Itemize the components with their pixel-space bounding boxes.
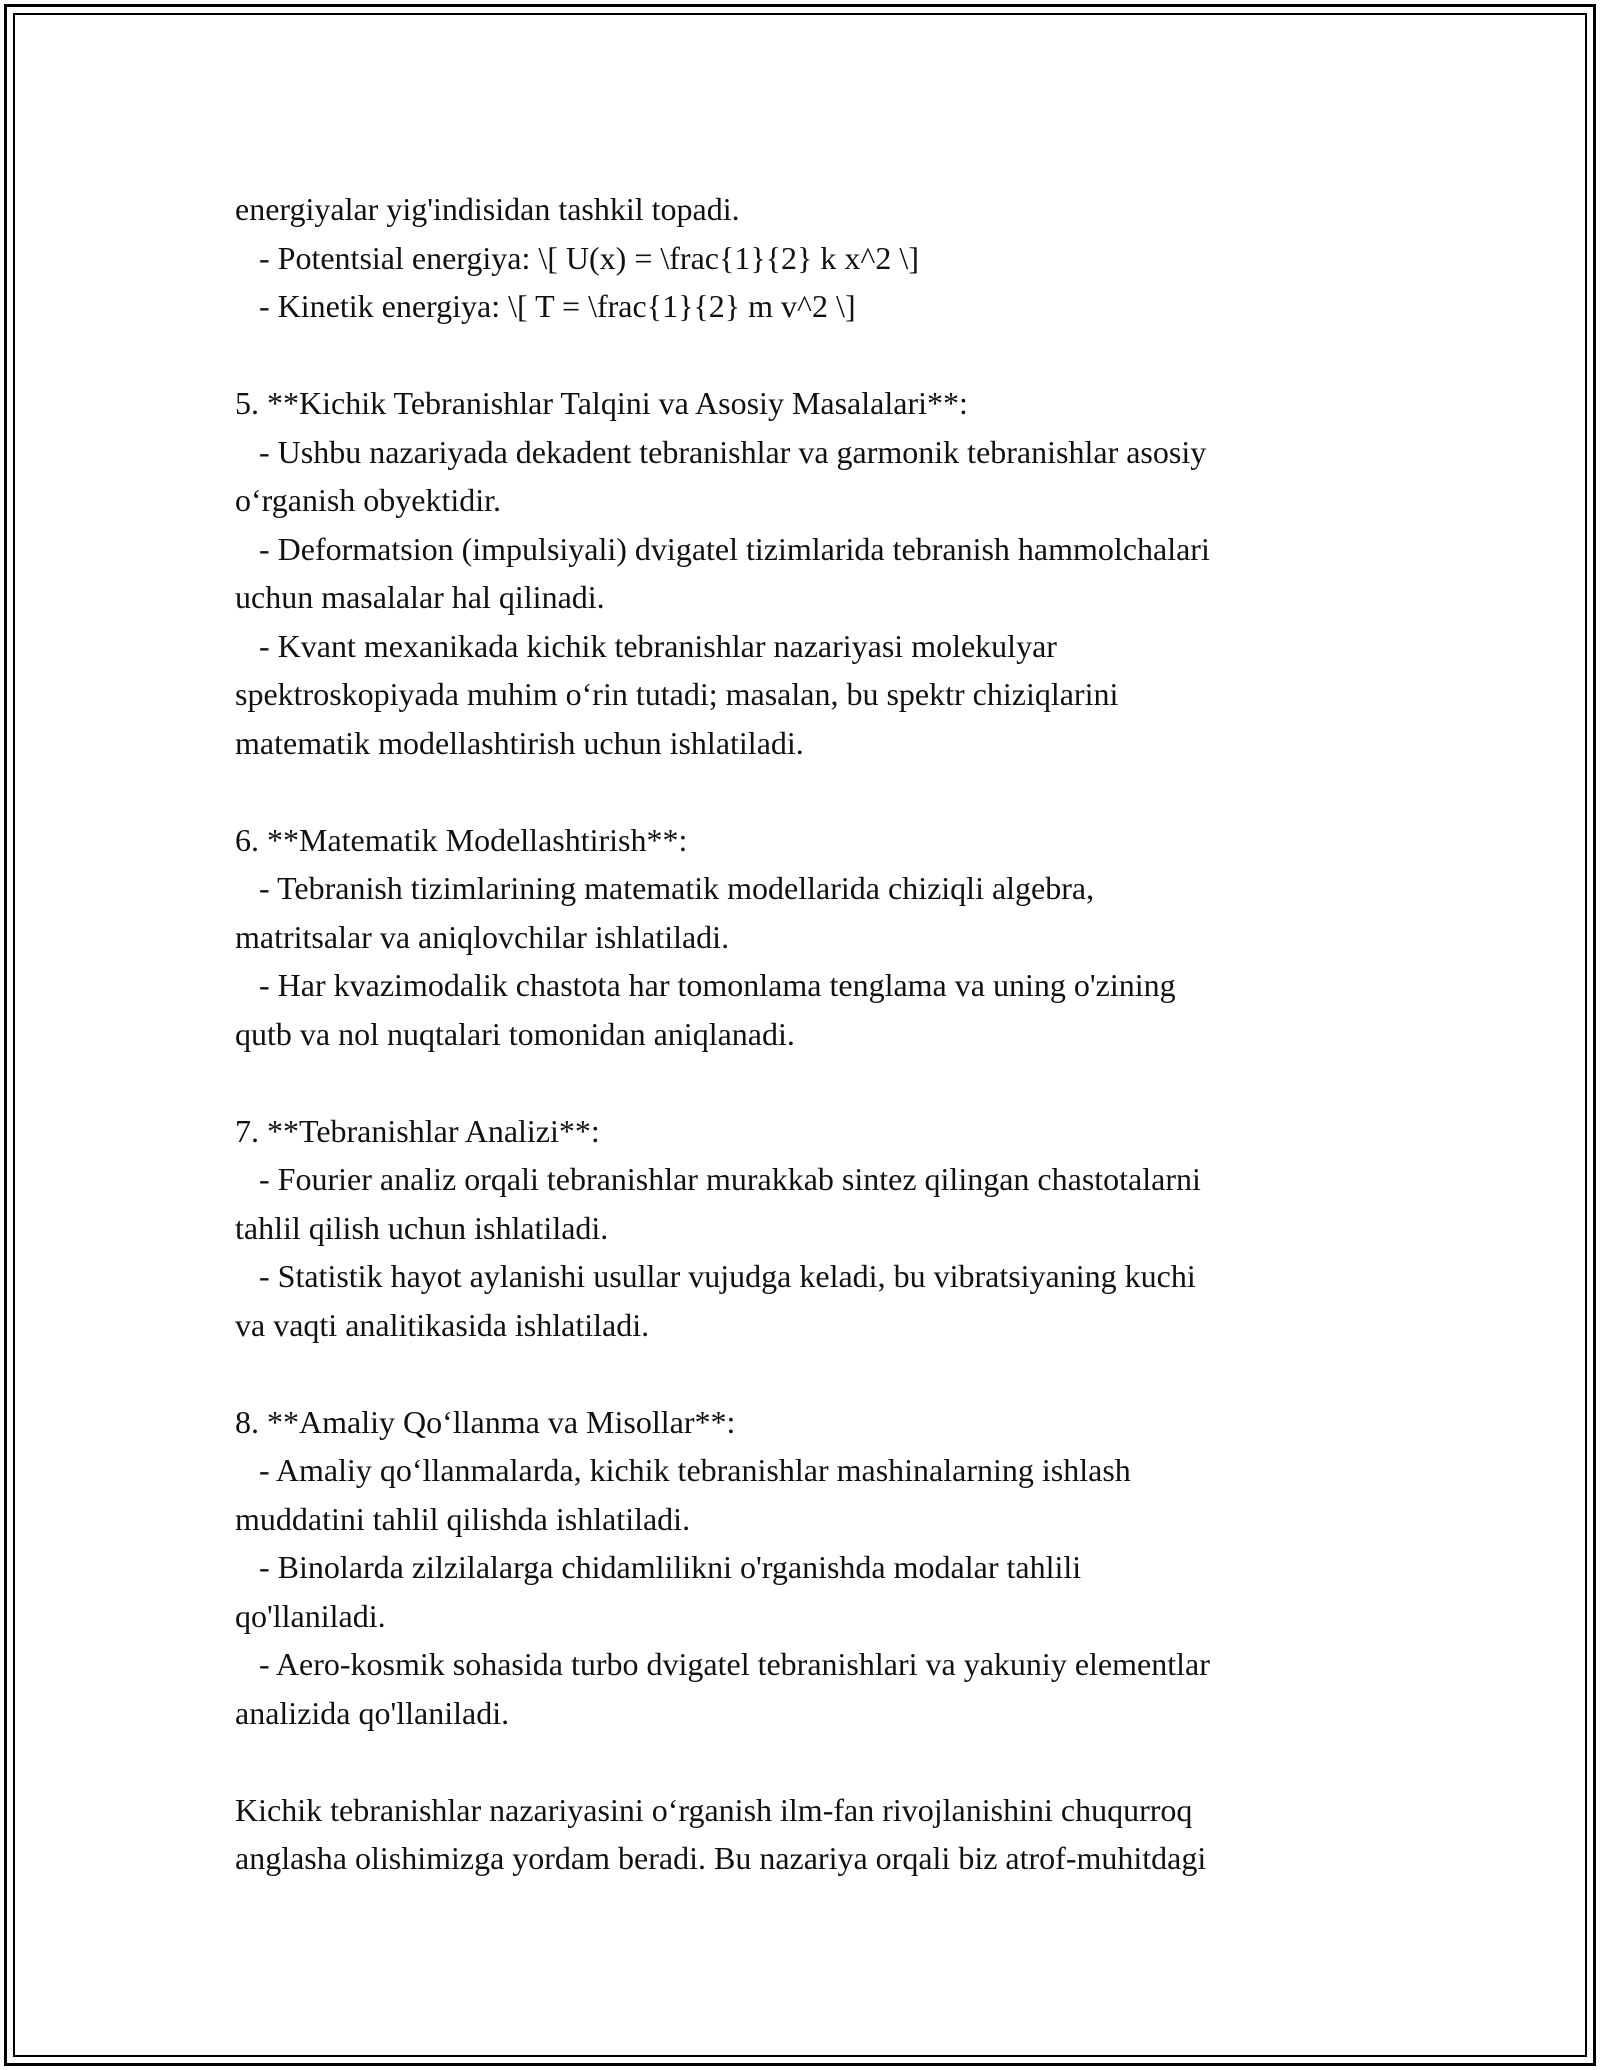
- text-line: spektroskopiyada muhim o‘rin tutadi; masalan, bu spektr chiziqlarini: [235, 676, 1119, 712]
- blank-line: [235, 331, 1395, 380]
- section-heading: 5. **Kichik Tebranishlar Talqini va Asosiy Masalalari**:: [235, 385, 968, 421]
- text-line: - Fourier analiz orqali tebranishlar murakkab sintez qilingan chastotalarni: [235, 1161, 1201, 1197]
- text-line: - Har kvazimodalik chastota har tomonlama tenglama va uning o'zining: [235, 967, 1176, 1003]
- text-line: matritsalar va aniqlovchilar ishlatiladi.: [235, 918, 730, 955]
- text-line: anglasha olishimizga yordam beradi. Bu nazariya orqali biz atrof-muhitdagi: [235, 1840, 1207, 1876]
- text-line: - Potentsial energiya: \[ U(x) = \frac{1}{2} k x^2 \]: [235, 239, 919, 276]
- blank-line: [235, 1349, 1395, 1398]
- text-line: - Binolarda zilzilalarga chidamlilikni o'rganishda modalar tahlili: [235, 1549, 1082, 1585]
- blank-line: [235, 767, 1395, 816]
- text-line: - Amaliy qo‘llanmalarda, kichik tebranishlar mashinalarning ishlash: [235, 1452, 1131, 1488]
- text-line: - Deformatsion (impulsiyali) dvigatel tizimlarida tebranish hammolchalari: [235, 530, 1210, 567]
- text-line: - Statistik hayot aylanishi usullar vujudga keladi, bu vibratsiyaning kuchi: [235, 1258, 1196, 1294]
- text-line: va vaqti analitikasida ishlatiladi.: [235, 1306, 650, 1343]
- text-line: qutb va nol nuqtalari tomonidan aniqlanadi.: [235, 1015, 795, 1052]
- text-line: qo'llaniladi.: [235, 1597, 386, 1634]
- document-body: [235, 185, 1395, 1883]
- text-line: - Ushbu nazariyada dekadent tebranishlar va garmonik tebranishlar asosiy: [235, 433, 1207, 470]
- text-line: tahlil qilish uchun ishlatiladi.: [235, 1209, 609, 1246]
- text-line: energiyalar yig'indisidan tashkil topadi.: [235, 191, 740, 227]
- text-line: - Kvant mexanikada kichik tebranishlar nazariyasi molekulyar: [235, 627, 1057, 664]
- blank-line: [235, 1058, 1395, 1107]
- section-heading: 7. **Tebranishlar Analizi**:: [235, 1112, 600, 1149]
- text-line: matematik modellashtirish uchun ishlatiladi.: [235, 724, 804, 761]
- text-line: - Kinetik energiya: \[ T = \frac{1}{2} m v^2 \]: [235, 288, 856, 324]
- text-line: - Tebranish tizimlarining matematik modellarida chiziqli algebra,: [235, 870, 1095, 906]
- section-heading: 6. **Matematik Modellashtirish**:: [235, 821, 688, 858]
- text-line: analizida qo'llaniladi.: [235, 1694, 510, 1731]
- text-line: o‘rganish obyektidir.: [235, 482, 502, 518]
- section-heading: 8. **Amaliy Qo‘llanma va Misollar**:: [235, 1403, 736, 1440]
- text-line: Kichik tebranishlar nazariyasini o‘rganish ilm-fan rivojlanishini chuqurroq: [235, 1791, 1193, 1828]
- text-line: - Aero-kosmik sohasida turbo dvigatel tebranishlari va yakuniy elementlar: [235, 1646, 1210, 1682]
- text-line: uchun masalalar hal qilinadi.: [235, 579, 605, 615]
- blank-line: [235, 1737, 1395, 1786]
- text-line: muddatini tahlil qilishda ishlatiladi.: [235, 1500, 691, 1537]
